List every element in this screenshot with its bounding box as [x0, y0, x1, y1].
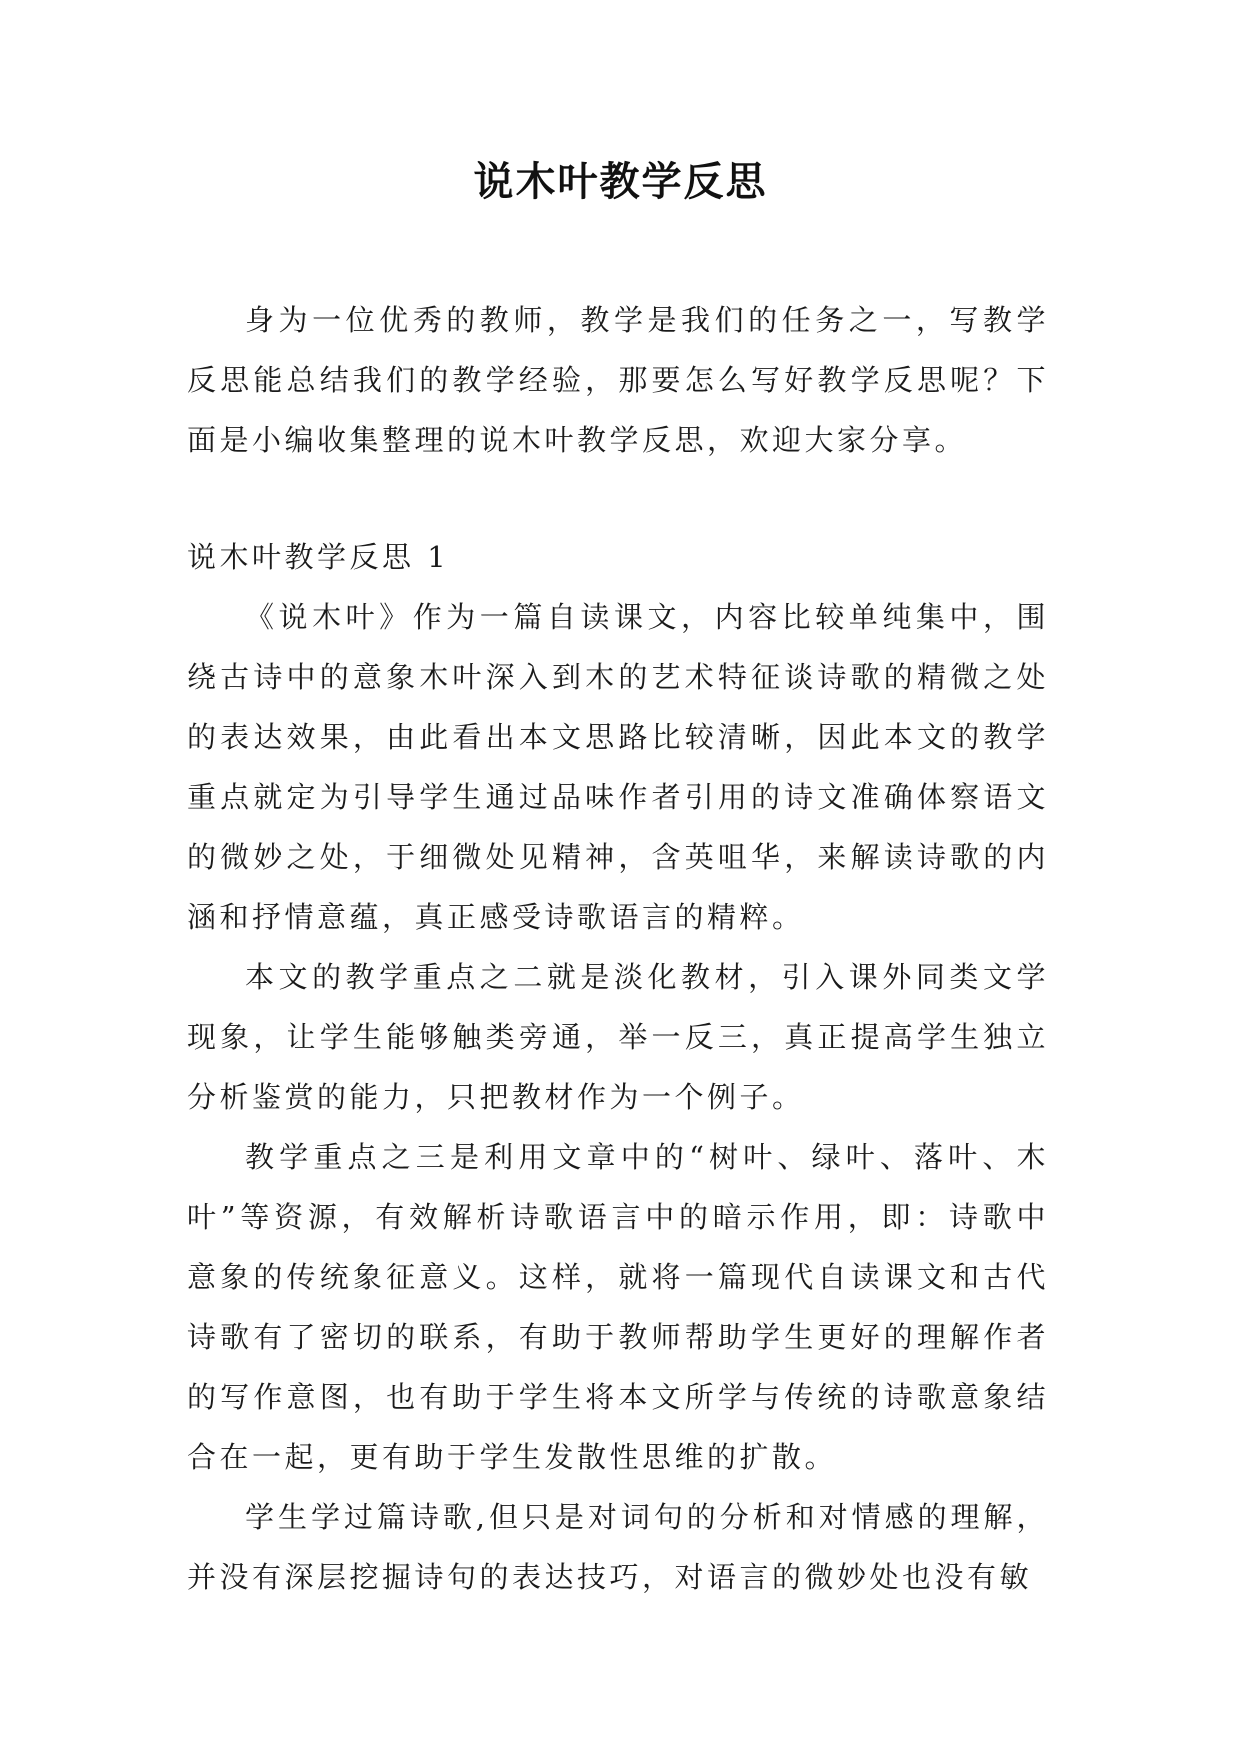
body-paragraph-3: 教学重点之三是利用文章中的“树叶、绿叶、落叶、木叶”等资源，有效解析诗歌语言中的暗示作用，即：诗歌中意象的传统象征意义。这样，就将一篇现代自读课文和古代诗歌有了密切的联系，有助于教师帮助学生更好的理解作者的写作意图，也有助于学生将本文所学与传统的诗歌意象结合在一起，更有助于学生发散性思维的扩散。 — [187, 1140, 1049, 1474]
section-heading: 说木叶教学反思 1 — [187, 540, 450, 574]
section-block — [187, 527, 1049, 1607]
intro-paragraph: 身为一位优秀的教师，教学是我们的任务之一，写教学反思能总结我们的教学经验，那要怎么写好教学反思呢？下面是小编收集整理的说木叶教学反思，欢迎大家分享。 — [187, 303, 1049, 457]
body-paragraph-4: 学生学过篇诗歌,但只是对词句的分析和对情感的理解，并没有深层挖掘诗句的表达技巧，对语言的微妙处也没有敏 — [187, 1500, 1049, 1594]
document-title: 说木叶教学反思 — [473, 159, 768, 205]
body-paragraph-2: 本文的教学重点之二就是淡化教材，引入课外同类文学现象，让学生能够触类旁通，举一反三，真正提高学生独立分析鉴赏的能力，只把教材作为一个例子。 — [187, 960, 1049, 1114]
body-paragraph-1: 《说木叶》作为一篇自读课文，内容比较单纯集中，围绕古诗中的意象木叶深入到木的艺术特征谈诗歌的精微之处的表达效果，由此看出本文思路比较清晰，因此本文的教学重点就定为引导学生通过品味作者引用的诗文准确体察语文的微妙之处，于细微处见精神，含英咀华，来解读诗歌的内涵和抒情意蕴，真正感受诗歌语言的精粹。 — [187, 600, 1049, 934]
intro-block — [187, 290, 1049, 470]
